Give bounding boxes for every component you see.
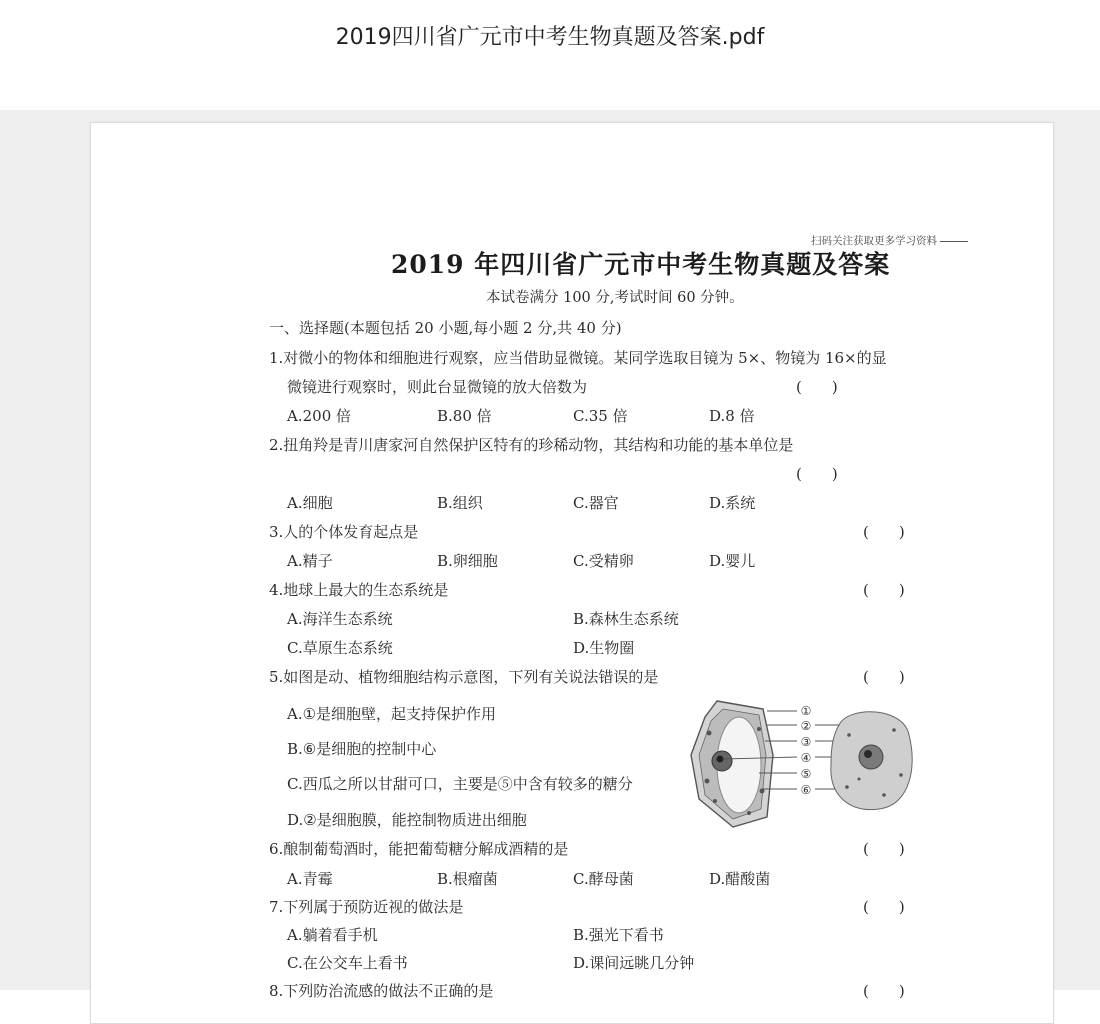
option-c: C.35 倍: [573, 407, 628, 425]
option-c: C.器官: [573, 494, 619, 512]
label-5: ⑤: [800, 767, 812, 781]
file-title: 2019四川省广元市中考生物真题及答案.pdf: [335, 25, 765, 50]
option-a: A.海洋生态系统: [287, 610, 393, 628]
question-3-stem: 3.人的个体发育起点是: [269, 523, 419, 541]
pdf-page: [90, 122, 1054, 1024]
option-a: A.青霉: [287, 870, 333, 888]
option-c: C.在公交车上看书: [287, 954, 408, 972]
option-b: B.组织: [437, 494, 483, 512]
answer-blank: ( ): [863, 840, 905, 858]
question-8-stem: 8.下列防治流感的做法不正确的是: [269, 982, 494, 1000]
label-2: ②: [800, 719, 812, 733]
option-c: C.草原生态系统: [287, 639, 393, 657]
watermark: 扫码关注获取更多学习资料: [811, 233, 971, 248]
question-1-stem: 1.对微小的物体和细胞进行观察，应当借助显微镜。某同学选取目镜为 5×、物镜为 16×的显: [269, 349, 887, 367]
option-a: A.精子: [287, 552, 333, 570]
option-d: D.醋酸菌: [709, 870, 771, 888]
label-6: ⑥: [800, 783, 812, 797]
label-1: ①: [800, 704, 812, 718]
option-a: A.细胞: [287, 494, 333, 512]
answer-blank: ( ): [863, 898, 905, 916]
question-1-stem-cont: 微镜进行观察时，则此台显微镜的放大倍数为: [287, 378, 588, 396]
answer-blank: ( ): [863, 581, 905, 599]
option-c: C.受精卵: [573, 552, 634, 570]
option-b: B.⑥是细胞的控制中心: [287, 740, 437, 758]
document-title: 2019 年四川省广元市中考生物真题及答案: [391, 250, 891, 279]
animal-cell: [831, 712, 912, 810]
option-b: B.80 倍: [437, 407, 492, 425]
question-2-stem: 2.扭角羚是青川唐家河自然保护区特有的珍稀动物，其结构和功能的基本单位是: [269, 436, 794, 454]
exam-instructions: 本试卷满分 100 分,考试时间 60 分钟。: [486, 290, 744, 306]
answer-blank: ( ): [863, 668, 905, 686]
top-bar: [0, 0, 1100, 110]
label-3: ③: [800, 735, 812, 749]
pdf-viewer[interactable]: [0, 110, 1100, 1000]
answer-blank: ( ): [863, 523, 905, 541]
label-4: ④: [800, 751, 812, 765]
option-b: B.森林生态系统: [573, 610, 679, 628]
option-d: D.系统: [709, 494, 756, 512]
cell-structure-diagram: [689, 695, 919, 835]
question-5-stem: 5.如图是动、植物细胞结构示意图，下列有关说法错误的是: [269, 668, 659, 686]
option-d: D.课间远眺几分钟: [573, 954, 695, 972]
option-a: A.①是细胞壁，起支持保护作用: [287, 705, 497, 723]
answer-blank: ( ): [796, 465, 838, 483]
option-a: A.200 倍: [287, 407, 351, 425]
option-b: B.卵细胞: [437, 552, 498, 570]
question-7-stem: 7.下列属于预防近视的做法是: [269, 898, 464, 916]
watermark-rule: [940, 241, 968, 242]
option-a: A.躺着看手机: [287, 926, 378, 944]
answer-blank: ( ): [863, 982, 905, 1000]
option-d: D.8 倍: [709, 407, 755, 425]
plant-cell: [691, 701, 773, 827]
option-d: D.婴儿: [709, 552, 756, 570]
option-c: C.西瓜之所以甘甜可口，主要是⑤中含有较多的糖分: [287, 775, 633, 793]
option-b: B.强光下看书: [573, 926, 664, 944]
option-d: D.生物圈: [573, 639, 635, 657]
question-4-stem: 4.地球上最大的生态系统是: [269, 581, 449, 599]
option-d: D.②是细胞膜，能控制物质进出细胞: [287, 811, 527, 829]
section-heading: 一、选择题(本题包括 20 小题,每小题 2 分,共 40 分): [269, 319, 622, 337]
option-c: C.酵母菌: [573, 870, 634, 888]
question-6-stem: 6.酿制葡萄酒时，能把葡萄糖分解成酒精的是: [269, 840, 569, 858]
answer-blank: ( ): [796, 378, 838, 396]
option-b: B.根瘤菌: [437, 870, 498, 888]
